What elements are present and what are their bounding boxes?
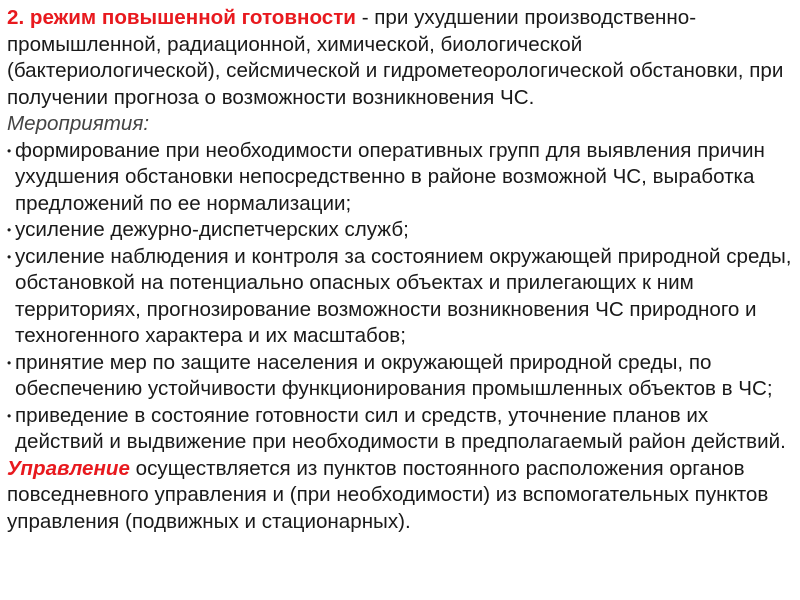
bullet-item-2 [7, 217, 795, 244]
management-label: Управление [7, 456, 130, 480]
regime-description: - при ухудшении производственно-промышленной, радиационной, химической, биологической (бактериологической), сейсмической и гидрометеорологической обстановки, при получении прогноза о возможности возникновения ЧС. [7, 6, 784, 109]
bullet-icon: • [7, 223, 12, 237]
bullet-text: принятие мер по защите населения и окружающей природной среды, по обеспечению устойчивости функционирования промышленных объектов в ЧС; [15, 350, 773, 400]
bullet-item-4 [7, 350, 795, 403]
bullet-icon: • [7, 408, 12, 423]
bullet-text: приведение в состояние готовности сил и средств, уточнение планов их действий и выдвижение при необходимости в предполагаемый район действий. [15, 403, 786, 453]
management-text: осуществляется из пунктов постоянного расположения органов повседневного управления и (при необходимости) из вспомогательных пунктов управления (подвижных и стационарных). [7, 456, 769, 533]
measures-heading: Мероприятия: [7, 112, 150, 135]
bullet-item-5 [7, 403, 795, 456]
slide-content [7, 5, 795, 535]
bullet-item-1 [7, 138, 795, 218]
regime-title: 2. режим повышенной готовности [7, 6, 356, 29]
bullet-icon: • [7, 249, 12, 264]
bullet-text: усиление дежурно-диспетчерских служб; [15, 218, 409, 241]
bullet-item-3 [7, 244, 795, 350]
management-paragraph [7, 456, 795, 536]
bullet-icon: • [7, 143, 12, 158]
bullet-text: формирование при необходимости оперативных групп для выявления причин ухудшения обстановки непосредственно в районе возможной ЧС, выработка предложений по ее нормализации; [15, 138, 765, 215]
bullet-text: усиление наблюдения и контроля за состоянием окружающей природной среды, обстановкой на потенциально опасных объектах и прилегающих к ним территориях, прогнозирование возможности возникновения ЧС природного и техногенного характера и их масштабов; [15, 244, 792, 347]
intro-paragraph [7, 5, 795, 111]
bullet-icon: • [7, 355, 12, 370]
